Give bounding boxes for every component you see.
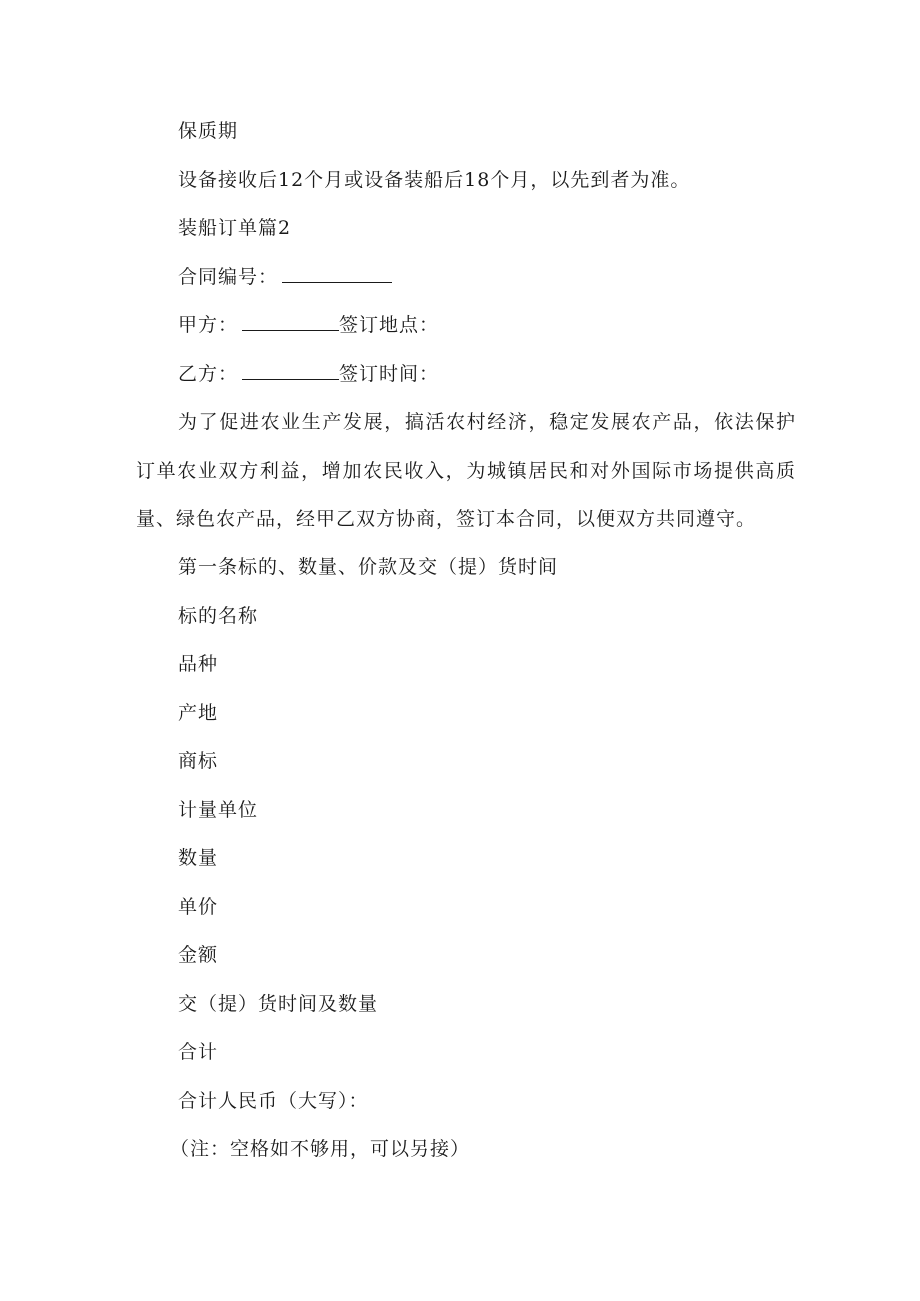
- warranty-text: 设备接收后12个月或设备装船后18个月，以先到者为准。: [178, 169, 691, 191]
- item-unit-price: 单价: [178, 896, 219, 918]
- party-a-row: [178, 312, 439, 338]
- item-origin: 产地: [178, 702, 219, 724]
- article-1-title: 第一条标的、数量、价款及交（提）货时间: [178, 556, 559, 578]
- item-quantity: 数量: [178, 847, 219, 869]
- note-text: （注：空格如不够用，可以另接）: [170, 1138, 471, 1160]
- item-total: 合计: [178, 1041, 219, 1063]
- party-b-row: [178, 361, 439, 387]
- item-trademark: 商标: [178, 750, 219, 772]
- item-delivery-time: 交（提）货时间及数量: [178, 993, 379, 1015]
- item-unit: 计量单位: [178, 799, 259, 821]
- contract-number-blank: [282, 264, 392, 283]
- intro-paragraph: 为了促进农业生产发展，搞活农村经济，稳定发展农产品，依法保护订单农业双方利益，增加农民收入，为城镇居民和对外国际市场提供高质量、绿色农产品，经甲乙双方协商，签订本合同，以便双方共同遵守。: [136, 411, 796, 530]
- sign-time-label: 签订时间：: [339, 363, 440, 385]
- sign-place-label: 签订地点：: [339, 314, 440, 336]
- item-variety: 品种: [178, 653, 219, 675]
- party-a-label: 甲方：: [178, 314, 239, 336]
- section-title: 装船订单篇2: [178, 217, 292, 239]
- item-amount: 金额: [178, 944, 219, 966]
- party-b-blank: [242, 361, 339, 380]
- item-total-rmb: 合计人民币（大写）：: [178, 1090, 369, 1112]
- contract-number-label: 合同编号：: [178, 266, 279, 288]
- warranty-heading: 保质期: [178, 120, 239, 142]
- party-b-label: 乙方：: [178, 363, 239, 385]
- item-subject-name: 标的名称: [178, 605, 259, 627]
- contract-number-row: [178, 264, 392, 290]
- party-a-blank: [242, 312, 339, 331]
